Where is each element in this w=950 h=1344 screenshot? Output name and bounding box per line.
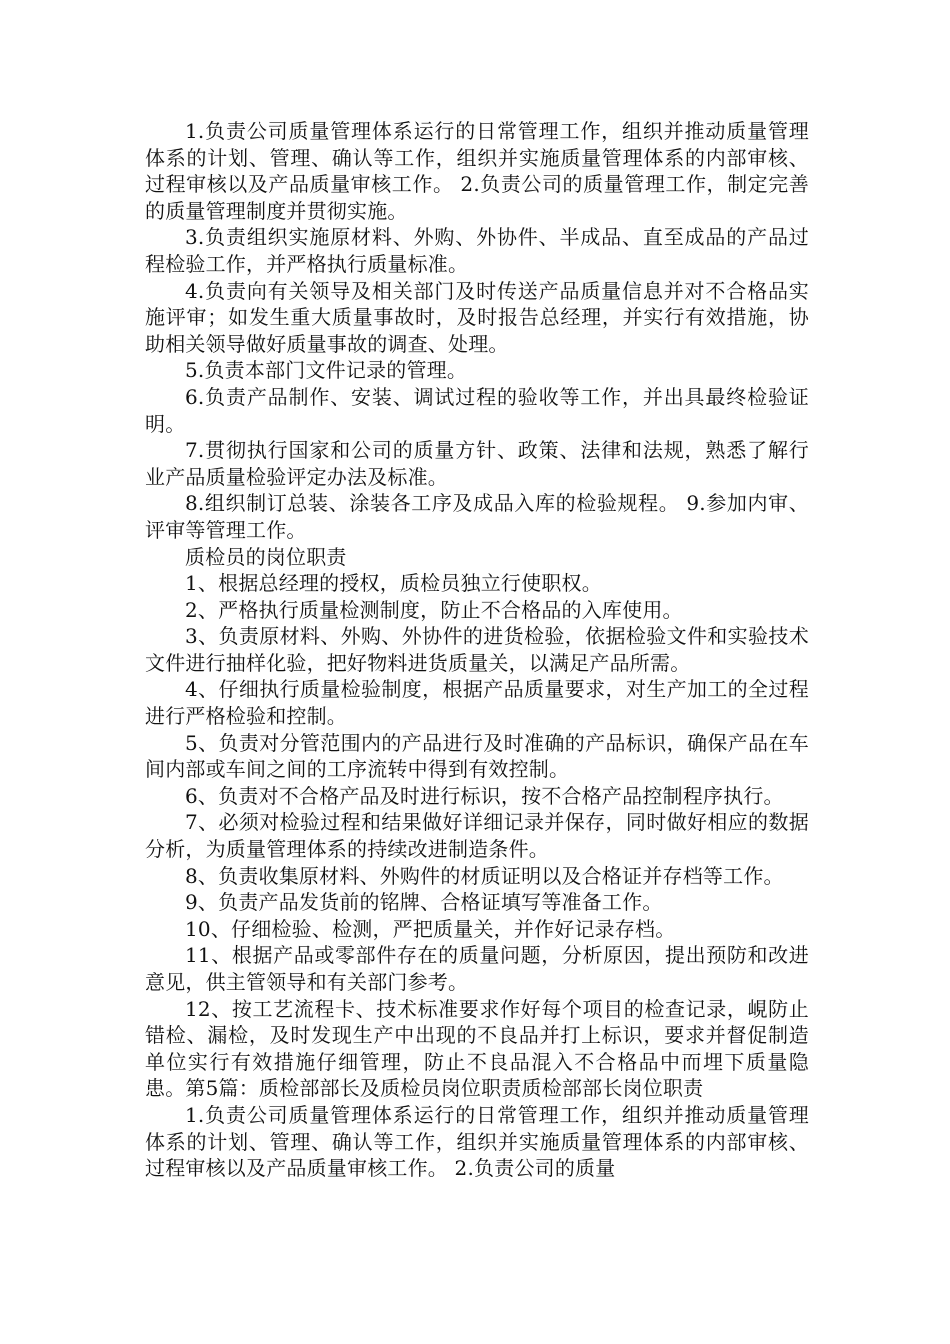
paragraph-5: 6.负责产品制作、安装、调试过程的验收等工作，并出具最终检验证明。: [145, 384, 809, 436]
paragraph-4: 5.负责本部门文件记录的管理。: [185, 358, 468, 383]
paragraph-15: 7、必须对检验过程和结果做好详细记录并保存，同时做好相应的数据分析，为质量管理体系的持续改进制造条件。: [145, 810, 809, 862]
paragraph-19: 11、根据产品或零部件存在的质量问题，分析原因，提出预防和改进意见，供主管领导和有关部门参考。: [145, 943, 809, 994]
paragraph-21: 1.负责公司质量管理体系运行的日常管理工作，组织并推动质量管理体系的计划、管理、确认等工作，组织并实施质量管理体系的内部审核、过程审核以及产品质量审核工作。 2.负责公司的质量: [145, 1102, 809, 1181]
paragraph-12: 4、仔细执行质量检验制度，根据产品质量要求，对生产加工的全过程进行严格检验和控制。: [145, 677, 809, 729]
paragraph-20: 12、按工艺流程卡、技术标准要求作好每个项目的检查记录，峴防止错检、漏检，及时发现生产中出现的不良品并打上标识，要求并督促制造单位实行有效措施仔细管理，防止不良品混入不合格品中而埋下质量隐患。第5篇：质检部部长及质检员岗位职责质检部部长岗位职责: [145, 996, 809, 1101]
paragraph-10: 2、严格执行质量检测制度，防止不合格品的入库使用。: [185, 597, 683, 622]
paragraph-18: 10、仔细检验、检测，严把质量关，并作好记录存档。: [185, 916, 676, 941]
paragraph-1: 1.负责公司质量管理体系运行的日常管理工作，组织并推动质量管理体系的计划、管理、确认等工作，组织并实施质量管理体系的内部审核、过程审核以及产品质量审核工作。 2.负责公司的质量管理工作，制定完善的质量管理制度并贯彻实施。: [145, 119, 809, 223]
section-heading-inspector-duties: 质检员的岗位职责: [185, 544, 347, 569]
paragraph-11: 3、负责原材料、外购、外协件的进货检验，依据检验文件和实验技术文件进行抽样化验，把好物料进货质量关，以满足产品所需。: [145, 624, 809, 675]
paragraph-3: 4.负责向有关领导及相关部门及时传送产品质量信息并对不合格品实施评审；如发生重大质量事故时，及时报告总经理，并实行有效措施，协助相关领导做好质量事故的调查、处理。: [145, 278, 809, 356]
paragraph-6: 7.贯彻执行国家和公司的质量方针、政策、法律和法规，熟悉了解行业产品质量检验评定办法及标准。: [145, 438, 809, 489]
paragraph-14: 6、负责对不合格产品及时进行标识，按不合格产品控制程序执行。: [185, 783, 784, 808]
paragraph-17: 9、负责产品发货前的铭牌、合格证填写等准备工作。: [185, 890, 663, 915]
paragraph-2: 3.负责组织实施原材料、外购、外协件、半成品、直至成品的产品过程检验工作，并严格执行质量标准。: [145, 225, 809, 276]
paragraph-9: 1、根据总经理的授权，质检员独立行使职权。: [185, 571, 602, 596]
paragraph-13: 5、负责对分管范围内的产品进行及时准确的产品标识，确保产品在车间内部或车间之间的工序流转中得到有效控制。: [145, 730, 809, 782]
paragraph-16: 8、负责收集原材料、外购件的材质证明以及合格证并存档等工作。: [185, 863, 784, 888]
document-body: [145, 118, 809, 1182]
paragraph-7: 8.组织制订总装、涂装各工序及成品入库的检验规程。 9.参加内审、评审等管理工作。: [145, 491, 809, 542]
